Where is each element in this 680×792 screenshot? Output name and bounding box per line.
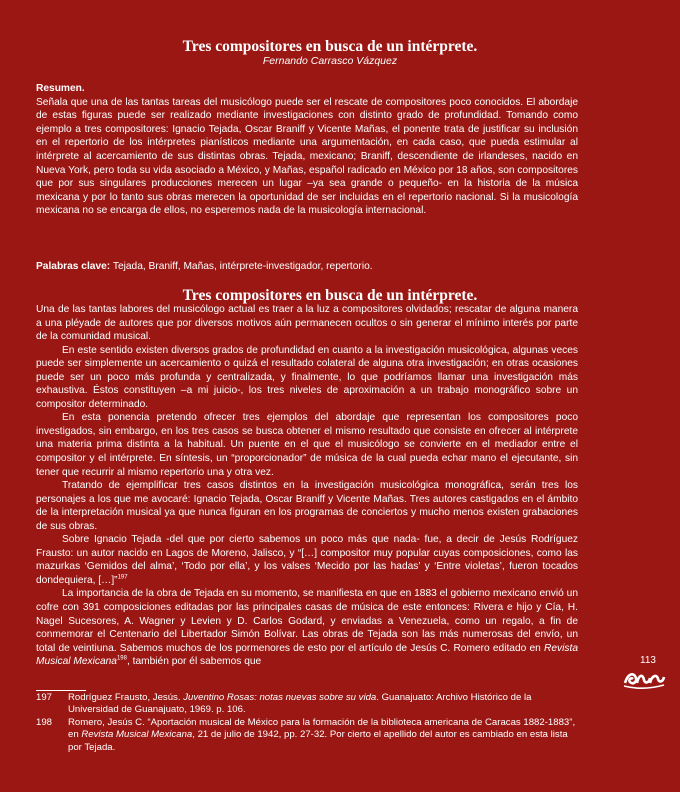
article-header: [80, 38, 580, 67]
paragraph-5-text: Sobre Ignacio Tejada -del que por cierto sabemos un poco más que nada- fue, a decir de Jesús Rodríguez Frausto: un autor nacido en Lagos de Moreno, Jalisco, y “[…] compositor muy popular cuyas composiciones, como las mazurkas ‘Gemidos del alma’, ‘Todo por ella’, y los valses ‘Mecido por las hadas’ y ‘Entre violetas’, fueron tocados dondequiera, […]”: [36, 534, 578, 586]
paragraph-4: Tratando de ejemplificar tres casos distintos en la investigación musicológica monográfica, serán tres los personajes a los que me avocaré: Ignacio Tejada, Oscar Braniff y Vicente Mañas. Tres autores castigados en el ámbito de la interpretación musical ya que nunca figuran en los programas de conciertos y mucho menos existen grabaciones de sus obras.: [36, 480, 578, 532]
footnote-number: 197: [36, 692, 53, 703]
footnote-text-a: Rodríguez Frausto, Jesús.: [68, 692, 184, 703]
page-title: Tres compositores en busca de un intérprete.: [182, 38, 478, 55]
footnote-journal-title: Revista Musical Mexicana: [81, 729, 193, 741]
journal-title: Revista Musical Mexicana: [36, 642, 578, 668]
keywords-label: Palabras clave:: [36, 261, 111, 272]
paragraph-2: En este sentido existen diversos grados de profundidad en cuanto a la investigación musicológica, algunas veces puede ser simplemente un acercamiento o quizá el resultado colateral de alguna otra investigación; en otras ocasiones puede ser un poco más profunda y centralizada, y finalmente, lo que podríamos llamar una investigación más exhaustiva. Éstos constituyen –a mi juicio-, los tres niveles de aproximación a un trabajo monográfico sobre un compositor determinado.: [36, 344, 578, 410]
paragraph-6-text-b: , también por él sabemos que: [126, 656, 262, 668]
paragraph-6: [36, 587, 578, 668]
footnote-197: [36, 692, 578, 717]
page-number: 113: [640, 655, 656, 666]
author-name: Fernando Carrasco Vázquez: [262, 55, 398, 67]
footnote-198: [36, 717, 578, 754]
footnote-text-a: Romero, Jesús C. “Aportación musical de México para la formación de la biblioteca americana de Caracas 1882-1883”, en: [68, 716, 576, 741]
keywords-text: Tejada, Braniff, Mañas, intérprete-investigador, repertorio.: [110, 261, 373, 272]
paragraph-6-text-a: La importancia de la obra de Tejada en su momento, se manifiesta en que en 1883 el gobierno mexicano envió un cofre con 391 composiciones editadas por las principales casas de música de este entonces: Rivera e hijo y Cía, H. Nagel Sucesores, A. Wagner y Levien y D. Carlos Godard, y enviadas a Venezuela, como un regalo, a fin de conmemorar el Centenario del Libertador Simón Bolívar. Las obras de Tejada son las más numerosas del envío, un total de veintiuna. Sabemos muchos de los pormenores de esto por el artículo de Jesús C. Romero editado en: [36, 588, 578, 654]
publisher-logo-icon: [622, 668, 666, 690]
footnote-text-b: . Guanajuato: Archivo Histórico de la Universidad de Guanajuato, 1969. p. 106.: [68, 692, 532, 716]
footnotes: [36, 692, 578, 754]
abstract-text: Señala que una de las tantas tareas del musicólogo puede ser el rescate de compositores poco conocidos. El abordaje de estas figuras puede ser realizado mediante investigaciones con distinto grado de profundidad. Tomando como ejemplo a tres compositores: Ignacio Tejada, Oscar Braniff y Vicente Mañas, el ponente trata de justificar su inclusión en el repertorio de los intérpretes pianísticos mediante una argumentación, en cada caso, que pueda estimular al intérprete al acercamiento de sus distintas obras. Tejada, mexicano; Braniff, descendiente de irlandeses, nacido en Nueva York, pero toda su vida asociado a México, y Mañas, español radicado en México por 18 años, son compositores que por sus singulares producciones merecen un lugar –ya sea grande o pequeño- en la historia de la música mexicana y por lo tanto sus obras merecen la oportunidad de ser incluidas en el repertorio nacional. Si la musicología mexicana no se encarga de ellos, no esperemos nada de la musicología internacional.: [36, 96, 578, 217]
footnote-ref-197[interactable]: 197: [117, 574, 128, 581]
footnote-book-title: Juventino Rosas: notas nuevas sobre su vida: [183, 692, 377, 703]
footnote-divider: [36, 690, 86, 691]
paragraph-1: Una de las tantas labores del musicólogo actual es traer a la luz a compositores olvidados; rescatar de alguna manera a una pléyade de autores que por diversos motivos aún permanecen ocultos o sin generar el mínimo interés por parte de la comunidad musical.: [36, 304, 578, 343]
article-body: [36, 303, 578, 669]
keywords-section: [36, 260, 578, 274]
article-title: Tres compositores en busca de un intérprete.: [182, 287, 478, 304]
footnote-text-b: , 21 de julio de 1942, pp. 27-32. Por cierto el apellido del autor es cambiado en esta lista por Tejada.: [68, 729, 568, 753]
paragraph-3: En esta ponencia pretendo ofrecer tres ejemplos del abordaje que representan los compositores poco investigados, sin embargo, en los tres casos se busca obtener el mismo resultado que consiste en ofrecer al intérprete una materia prima distinta a la habitual. Un puente en el que el musicólogo se convierte en el mediador entre el compositor y el intérprete. En síntesis, un “proporcionador” de música de la cual pueda echar mano el ejecutante, sin tener que recurrir al mismo repertorio una y otra vez.: [36, 412, 578, 478]
abstract-section: [36, 82, 578, 218]
footnote-ref-198[interactable]: 198: [116, 655, 127, 662]
footnote-number: 198: [36, 716, 53, 728]
paragraph-5: [36, 533, 578, 587]
abstract-heading: Resumen.: [36, 83, 85, 94]
